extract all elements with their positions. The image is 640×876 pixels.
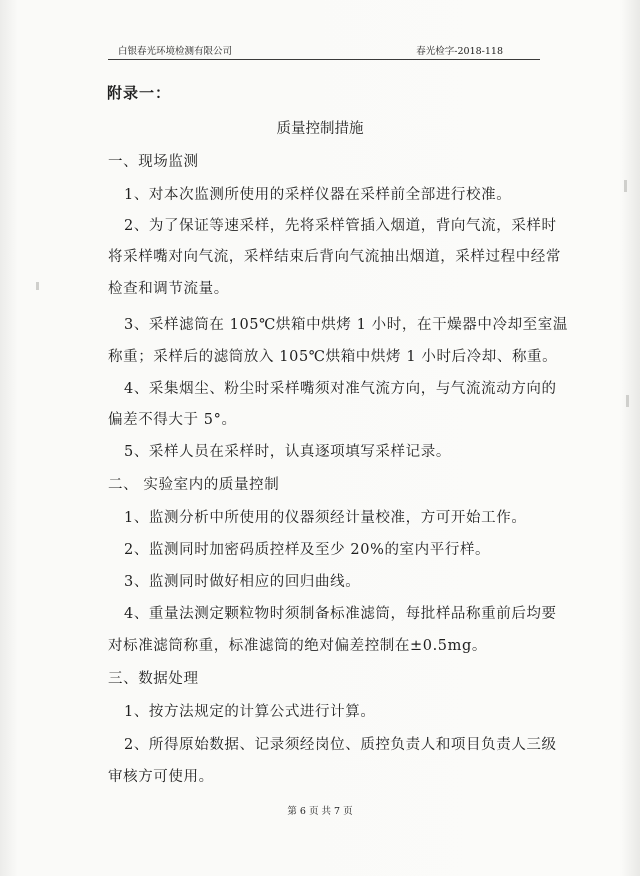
report-number: 春光检字-2018-118 (416, 46, 503, 57)
paragraph-line: 5、采样人员在采样时，认真逐项填写采样记录。 (124, 444, 451, 460)
page-number: 第 6 页 共 7 页 (287, 806, 353, 817)
appendix-label: 附录一： (107, 84, 172, 102)
paragraph-line: 4、采集烟尘、粉尘时采样嘴须对准气流方向，与气流流动方向的 (124, 381, 557, 397)
paragraph-line: 审核方可使用。 (108, 769, 214, 785)
paragraph-line: 3、采样滤筒在 105℃烘箱中烘烤 1 小时，在干燥器中冷却至室温 (124, 317, 568, 333)
section-heading-2: 二、 实验室内的质量控制 (108, 477, 280, 493)
paragraph-line: 1、监测分析中所使用的仪器须经计量校准，方可开始工作。 (124, 510, 527, 526)
company-name: 白银春光环境检测有限公司 (118, 46, 233, 57)
paragraph-line: 1、对本次监测所使用的采样仪器在采样前全部进行校准。 (124, 187, 512, 203)
scan-mark (36, 282, 39, 290)
section-heading-1: 一、现场监测 (108, 154, 199, 170)
section-heading-3: 三、数据处理 (108, 671, 199, 687)
scan-mark (626, 395, 629, 407)
paragraph-line: 偏差不得大于 5°。 (108, 412, 237, 428)
paragraph-line: 1、按方法规定的计算公式进行计算。 (124, 704, 376, 720)
paragraph-line: 4、重量法测定颗粒物时须制备标准滤筒，每批样品称重前后均要 (124, 606, 557, 622)
paragraph-line: 对标准滤筒称重，标准滤筒的绝对偏差控制在±0.5mg。 (108, 638, 487, 654)
paragraph-line: 3、监测同时做好相应的回归曲线。 (124, 574, 361, 590)
scan-mark (624, 180, 627, 192)
paragraph-line: 2、监测同时加密码质控样及至少 20%的室内平行样。 (124, 542, 491, 558)
paragraph-line: 2、为了保证等速采样，先将采样管插入烟道，背向气流，采样时 (124, 218, 557, 234)
paragraph-line: 2、所得原始数据、记录须经岗位、质控负责人和项目负责人三级 (124, 737, 557, 753)
paragraph-line: 检查和调节流量。 (108, 281, 229, 297)
paragraph-line: 称重；采样后的滤筒放入 105℃烘箱中烘烤 1 小时后冷却、称重。 (108, 349, 558, 365)
document-title: 质量控制措施 (276, 121, 364, 137)
paragraph-line: 将采样嘴对向气流，采样结束后背向气流抽出烟道，采样过程中经常 (108, 249, 561, 265)
page-header (108, 41, 540, 60)
